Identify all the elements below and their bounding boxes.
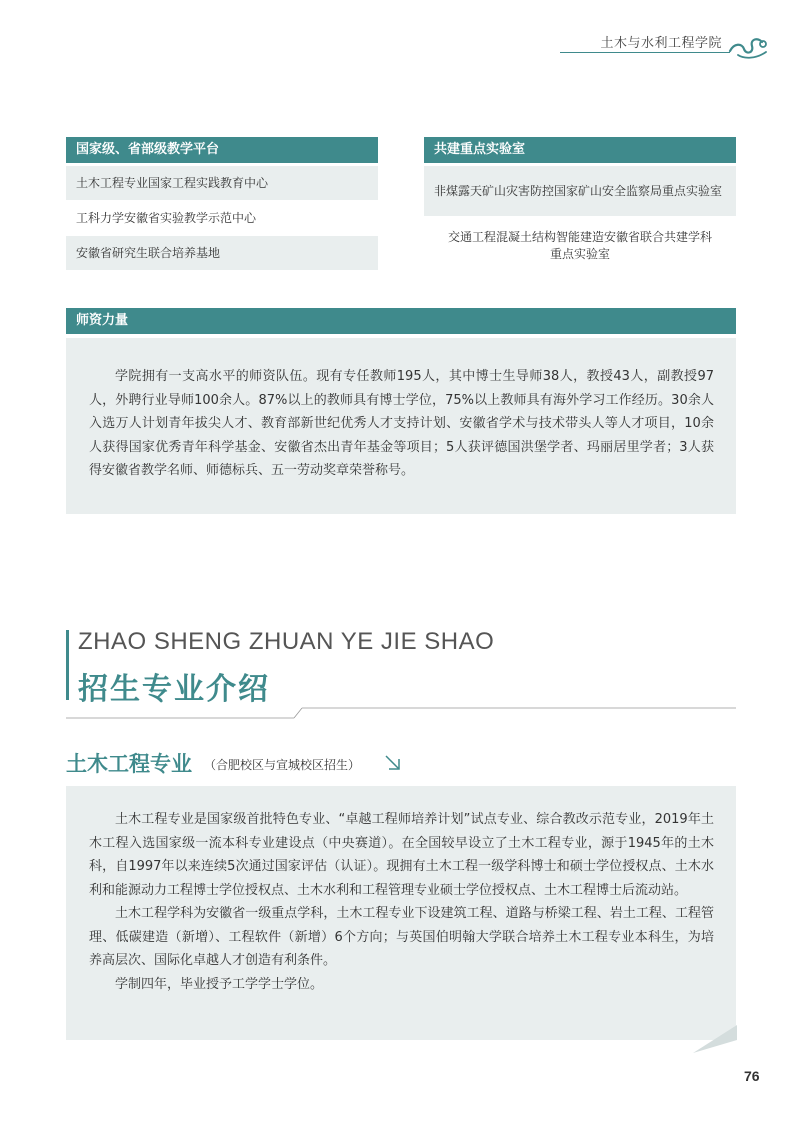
faculty-heading: 师资力量 [66, 308, 736, 334]
major-paragraph: 土木工程学科为安徽省一级重点学科，土木工程专业下设建筑工程、道路与桥梁工程、岩土工程、工程管理、低碳建造（新增）、工程软件（新增）6个方向；与英国伯明翰大学联合培养土木工程专业本科生，为培养高层次、国际化卓越人才创造有利条件。 [89, 906, 714, 968]
platform-item: 土木工程专业国家工程实践教育中心 [66, 166, 378, 200]
section-title-cn: 招生专业介绍 [78, 672, 270, 707]
major-paragraph: 学制四年，毕业授予工学学士学位。 [115, 976, 324, 992]
platform-item: 安徽省研究生联合培养基地 [66, 236, 378, 270]
major-subtitle: （合肥校区与宣城校区招生） [204, 758, 361, 772]
section-accent-bar [66, 630, 69, 700]
page-number: 76 [744, 1068, 760, 1084]
faculty-text: 学院拥有一支高水平的师资队伍。现有专任教师195人，其中博士生导师38人，教授43人，副教授97人，外聘行业导师100余人。87%以上的教师具有博士学位，75%以上教师具有海外学习工作经历。30余人入选万人计划青年拔尖人才、教育部新世纪优秀人才支持计划、安徽省学术与技术带头人等人才项目，10余人获得国家优秀青年科学基金、安徽省杰出青年基金等项目；5人获评德国洪堡学者、玛丽居里学者；3人获得安徽省教学名师、师德标兵、五一劳动奖章荣誉称号。 [89, 369, 714, 478]
header-title: 土木与水利工程学院 [600, 36, 722, 51]
lab-item-line: 交通工程混凝土结构智能建造安徽省联合共建学科 [447, 230, 712, 244]
lab-item-line: 重点实验室 [549, 247, 610, 261]
platforms-heading: 国家级、省部级教学平台 [66, 137, 378, 163]
lab-item [424, 229, 736, 269]
section-divider [66, 707, 736, 719]
labs-heading: 共建重点实验室 [424, 137, 736, 163]
header-rule [560, 52, 730, 53]
page-header [560, 30, 770, 60]
major-paragraph: 土木工程专业是国家级首批特色专业、“卓越工程师培养计划”试点专业、综合教改示范专业，2019年土木工程入选国家级一流本科专业建设点（中央赛道）。在全国较早设立了土木工程专业，源于1945年的土木科，自1997年以来连续5次通过国家评估（认证）。现拥有土木工程一级学科博士和硕士学位授权点、土木水利和能源动力工程博士学位授权点、土木水利和工程管理专业硕士学位授权点、土木工程博士后流动站。 [89, 812, 714, 898]
platform-item: 工科力学安徽省实验教学示范中心 [76, 211, 257, 225]
page-curl-decoration [693, 1025, 737, 1053]
major-panel [66, 786, 736, 1040]
arrow-down-right-icon [384, 754, 402, 772]
faculty-panel [66, 338, 736, 514]
major-title: 土木工程专业 [66, 752, 192, 776]
section-title-en: ZHAO SHENG ZHUAN YE JIE SHAO [78, 628, 495, 655]
cloud-wave-icon [728, 33, 770, 59]
lab-item: 非煤露天矿山灾害防控国家矿山安全监察局重点实验室 [424, 166, 736, 216]
